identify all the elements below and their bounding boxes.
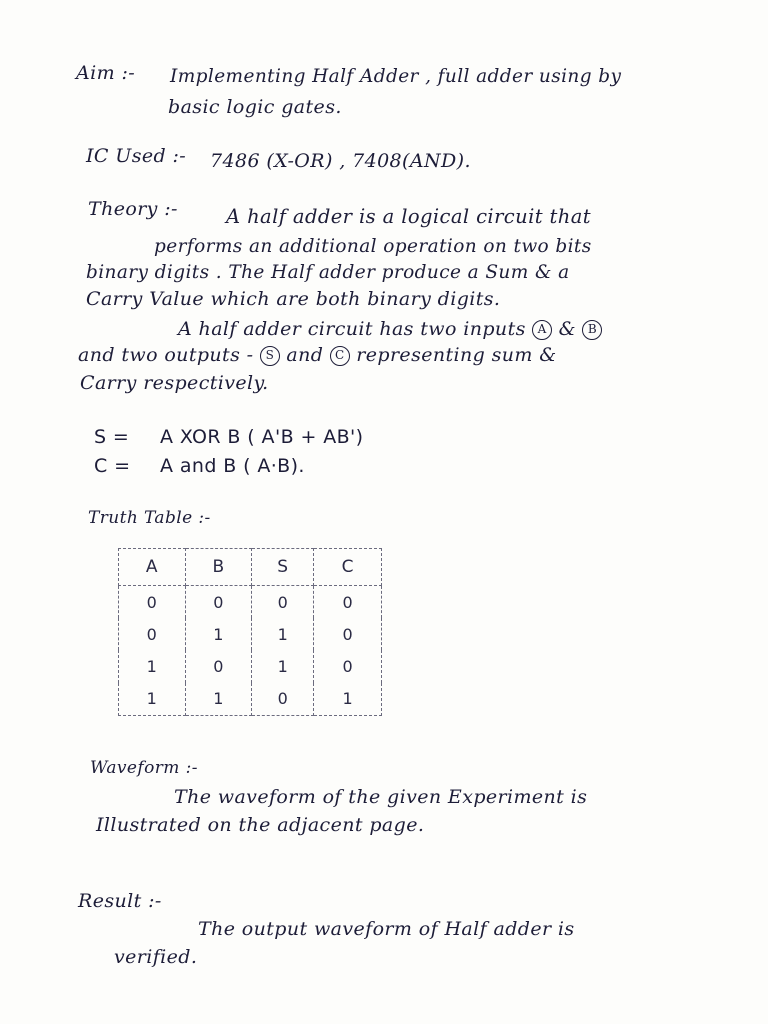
theory-label: Theory :- — [88, 198, 178, 220]
theory-line-2: performs an additional operation on two bits — [154, 236, 592, 257]
table-cell: 1 — [185, 618, 252, 650]
table-cell: 0 — [185, 650, 252, 682]
theory-line-6-and: and — [286, 344, 324, 366]
waveform-line-2: Illustrated on the adjacent page. — [96, 814, 425, 836]
theory-line-7: Carry respectively. — [80, 372, 269, 394]
table-cell: 0 — [314, 586, 382, 619]
table-cell: 0 — [185, 586, 252, 619]
output-c-circled: C — [330, 346, 350, 366]
table-cell: 1 — [314, 683, 382, 716]
column-header-c: C — [314, 549, 382, 586]
theory-line-6 — [78, 344, 557, 366]
theory-and-symbol: & — [558, 318, 576, 340]
equation-s-rhs: A XOR B ( A'B + AB') — [160, 426, 364, 448]
equation-c-lhs: C = — [94, 455, 131, 477]
input-a-circled: A — [532, 320, 552, 340]
truth-table-label: Truth Table :- — [88, 508, 211, 528]
theory-line-6-text: and two outputs - — [78, 344, 254, 366]
equation-s-lhs: S = — [94, 426, 130, 448]
result-line-1: The output waveform of Half adder is — [198, 918, 575, 940]
table-row — [119, 586, 382, 619]
ic-label: IC Used :- — [86, 145, 187, 167]
table-cell: 1 — [119, 650, 186, 682]
theory-line-3: binary digits . The Half adder produce a Sum & a — [86, 262, 570, 283]
table-cell: 1 — [119, 683, 186, 716]
theory-line-5-text: A half adder circuit has two inputs — [178, 318, 526, 340]
input-b-circled: B — [582, 320, 602, 340]
waveform-line-1: The waveform of the given Experiment is — [174, 786, 588, 808]
result-label: Result :- — [78, 890, 162, 912]
aim-line-2: basic logic gates. — [168, 96, 342, 118]
column-header-b: B — [185, 549, 252, 586]
equation-c-rhs: A and B ( A·B). — [160, 455, 305, 477]
table-row — [119, 618, 382, 650]
theory-line-6-end: representing sum & — [356, 344, 557, 366]
theory-line-4: Carry Value which are both binary digits. — [86, 288, 501, 310]
theory-line-5 — [178, 318, 602, 340]
column-header-a: A — [119, 549, 186, 586]
aim-line-1: Implementing Half Adder , full adder using by — [170, 66, 622, 87]
table-cell: 0 — [314, 618, 382, 650]
table-cell: 1 — [185, 683, 252, 716]
output-s-circled: S — [260, 346, 280, 366]
table-cell: 1 — [252, 618, 314, 650]
result-line-2: verified. — [114, 946, 198, 968]
table-cell: 0 — [252, 586, 314, 619]
table-cell: 0 — [252, 683, 314, 716]
table-cell: 0 — [314, 650, 382, 682]
column-header-s: S — [252, 549, 314, 586]
table-cell: 1 — [252, 650, 314, 682]
ic-text: 7486 (X-OR) , 7408(AND). — [210, 150, 471, 172]
waveform-label: Waveform :- — [90, 758, 198, 778]
truth-table — [118, 548, 382, 716]
table-row — [119, 650, 382, 682]
table-cell: 0 — [119, 586, 186, 619]
theory-line-1: A half adder is a logical circuit that — [226, 205, 592, 228]
aim-label: Aim :- — [76, 62, 136, 84]
truth-table-header-row — [119, 549, 382, 586]
table-row — [119, 683, 382, 716]
table-cell: 0 — [119, 618, 186, 650]
